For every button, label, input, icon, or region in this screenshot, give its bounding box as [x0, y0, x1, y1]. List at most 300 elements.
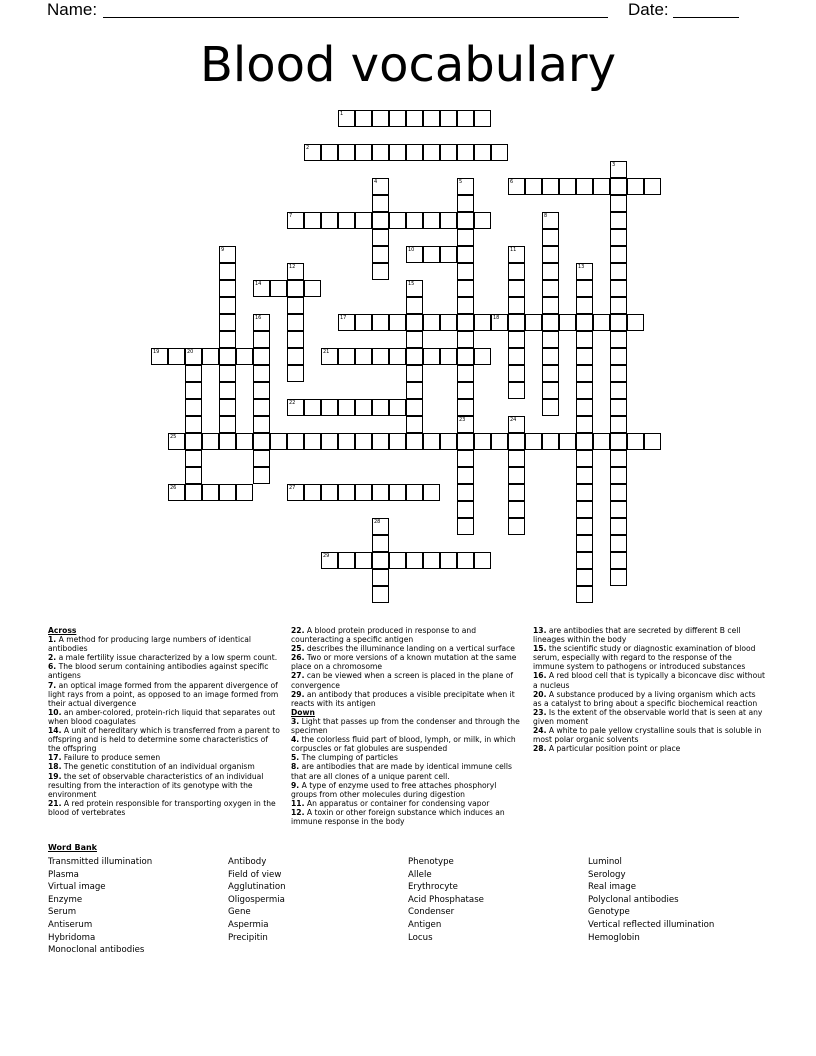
word-bank-item: Acid Phosphatase — [408, 894, 484, 905]
grid-cell[interactable] — [423, 348, 440, 365]
grid-cell[interactable] — [457, 484, 474, 501]
grid-cell[interactable] — [304, 399, 321, 416]
grid-cell[interactable] — [576, 280, 593, 297]
grid-cell[interactable] — [440, 110, 457, 127]
grid-cell[interactable] — [508, 178, 525, 195]
grid-cell[interactable] — [372, 348, 389, 365]
grid-cell[interactable] — [610, 195, 627, 212]
grid-cell[interactable] — [610, 365, 627, 382]
grid-cell[interactable] — [270, 433, 287, 450]
grid-cell[interactable] — [406, 246, 423, 263]
grid-cell[interactable] — [627, 314, 644, 331]
grid-cell[interactable] — [372, 314, 389, 331]
grid-cell[interactable] — [253, 314, 270, 331]
grid-cell[interactable] — [355, 484, 372, 501]
clue-text: An apparatus or container for condensing vapor — [306, 798, 490, 808]
grid-cell[interactable] — [372, 144, 389, 161]
grid-cell[interactable] — [219, 484, 236, 501]
grid-cell[interactable] — [508, 365, 525, 382]
grid-cell[interactable] — [457, 280, 474, 297]
grid-cell[interactable] — [355, 212, 372, 229]
grid-cell[interactable] — [406, 297, 423, 314]
grid-cell[interactable] — [559, 433, 576, 450]
grid-cell[interactable] — [440, 433, 457, 450]
grid-cell[interactable] — [338, 314, 355, 331]
grid-cell[interactable] — [610, 178, 627, 195]
grid-cell[interactable] — [457, 348, 474, 365]
grid-cell[interactable] — [423, 552, 440, 569]
grid-cell[interactable] — [491, 314, 508, 331]
grid-cell[interactable] — [236, 348, 253, 365]
grid-cell[interactable] — [253, 467, 270, 484]
grid-cell[interactable] — [610, 433, 627, 450]
grid-cell[interactable] — [457, 552, 474, 569]
clue-number: 18 — [493, 315, 500, 321]
clue-number: 3 — [612, 162, 616, 168]
word-bank-item: Plasma — [48, 869, 79, 880]
grid-cell[interactable] — [610, 569, 627, 586]
clue-number: 13 — [578, 264, 585, 270]
grid-cell[interactable] — [406, 382, 423, 399]
grid-cell[interactable] — [406, 552, 423, 569]
grid-cell[interactable] — [542, 280, 559, 297]
grid-cell[interactable] — [372, 229, 389, 246]
grid-cell[interactable] — [389, 212, 406, 229]
grid-cell[interactable] — [576, 348, 593, 365]
grid-cell[interactable] — [423, 314, 440, 331]
grid-cell[interactable] — [287, 297, 304, 314]
grid-cell[interactable] — [457, 365, 474, 382]
grid-cell[interactable] — [644, 433, 661, 450]
grid-cell[interactable] — [457, 229, 474, 246]
grid-cell[interactable] — [542, 348, 559, 365]
grid-cell[interactable] — [372, 569, 389, 586]
grid-cell[interactable] — [610, 535, 627, 552]
grid-cell[interactable] — [576, 586, 593, 603]
grid-cell[interactable] — [423, 212, 440, 229]
grid-cell[interactable] — [406, 433, 423, 450]
grid-cell[interactable] — [542, 212, 559, 229]
grid-cell[interactable] — [457, 433, 474, 450]
grid-cell[interactable] — [406, 399, 423, 416]
grid-cell[interactable] — [474, 348, 491, 365]
grid-cell[interactable] — [287, 433, 304, 450]
grid-cell[interactable] — [185, 399, 202, 416]
grid-cell[interactable] — [185, 382, 202, 399]
grid-cell[interactable] — [440, 144, 457, 161]
grid-cell[interactable] — [185, 365, 202, 382]
clue-number: 7 — [289, 213, 293, 219]
grid-cell[interactable] — [236, 433, 253, 450]
grid-cell[interactable] — [253, 399, 270, 416]
grid-cell[interactable] — [389, 110, 406, 127]
grid-cell[interactable] — [542, 331, 559, 348]
grid-cell[interactable] — [491, 144, 508, 161]
grid-cell[interactable] — [321, 212, 338, 229]
grid-cell[interactable] — [406, 484, 423, 501]
grid-cell[interactable] — [389, 144, 406, 161]
grid-cell[interactable] — [610, 382, 627, 399]
clue-text: A unit of hereditary which is transferred from a parent to offspring and is held to determine some characteristics of the offspring — [48, 726, 280, 754]
grid-cell[interactable] — [321, 348, 338, 365]
grid-cell[interactable] — [474, 433, 491, 450]
grid-cell[interactable] — [610, 399, 627, 416]
grid-cell[interactable] — [610, 450, 627, 467]
grid-cell[interactable] — [610, 416, 627, 433]
grid-cell[interactable] — [355, 552, 372, 569]
grid-cell[interactable] — [372, 552, 389, 569]
grid-cell[interactable] — [372, 178, 389, 195]
word-bank-item: Oligospermia — [228, 894, 285, 905]
grid-cell[interactable] — [457, 501, 474, 518]
grid-cell[interactable] — [576, 467, 593, 484]
grid-cell[interactable] — [457, 331, 474, 348]
grid-cell[interactable] — [508, 467, 525, 484]
grid-cell[interactable] — [372, 399, 389, 416]
grid-cell[interactable] — [338, 399, 355, 416]
clue-number: 8. — [291, 762, 300, 772]
grid-cell[interactable] — [610, 467, 627, 484]
grid-cell[interactable] — [610, 280, 627, 297]
grid-cell[interactable] — [457, 382, 474, 399]
grid-cell[interactable] — [644, 178, 661, 195]
grid-cell[interactable] — [219, 399, 236, 416]
grid-cell[interactable] — [593, 433, 610, 450]
clue-number: 20. — [533, 689, 547, 699]
grid-cell[interactable] — [457, 110, 474, 127]
grid-cell[interactable] — [253, 450, 270, 467]
grid-cell[interactable] — [406, 280, 423, 297]
grid-cell[interactable] — [508, 348, 525, 365]
grid-cell[interactable] — [406, 144, 423, 161]
grid-cell[interactable] — [406, 365, 423, 382]
grid-cell[interactable] — [219, 246, 236, 263]
grid-cell[interactable] — [423, 484, 440, 501]
grid-cell[interactable] — [219, 365, 236, 382]
grid-cell[interactable] — [287, 348, 304, 365]
grid-cell[interactable] — [372, 263, 389, 280]
clue-number: 8 — [544, 213, 548, 219]
grid-cell[interactable] — [525, 178, 542, 195]
grid-cell[interactable] — [508, 450, 525, 467]
grid-cell[interactable] — [287, 484, 304, 501]
grid-cell[interactable] — [457, 144, 474, 161]
grid-cell[interactable] — [219, 297, 236, 314]
grid-cell[interactable] — [372, 535, 389, 552]
word-bank-item: Condenser — [408, 907, 455, 918]
grid-cell[interactable] — [576, 416, 593, 433]
grid-cell[interactable] — [236, 484, 253, 501]
grid-cell[interactable] — [185, 348, 202, 365]
grid-cell[interactable] — [219, 348, 236, 365]
grid-cell[interactable] — [185, 484, 202, 501]
grid-cell[interactable] — [304, 144, 321, 161]
grid-cell[interactable] — [474, 552, 491, 569]
grid-cell[interactable] — [287, 263, 304, 280]
grid-cell[interactable] — [457, 297, 474, 314]
clue-text: Two or more versions of a known mutation at the same place on a chromosome — [291, 653, 517, 672]
grid-cell[interactable] — [508, 246, 525, 263]
clue-number: 19. — [48, 771, 62, 781]
grid-cell[interactable] — [355, 110, 372, 127]
grid-cell[interactable] — [576, 433, 593, 450]
grid-cell[interactable] — [287, 314, 304, 331]
grid-cell[interactable] — [457, 195, 474, 212]
grid-cell[interactable] — [559, 178, 576, 195]
grid-cell[interactable] — [338, 348, 355, 365]
grid-cell[interactable] — [491, 433, 508, 450]
grid-cell[interactable] — [542, 246, 559, 263]
grid-cell[interactable] — [287, 365, 304, 382]
grid-cell[interactable] — [508, 501, 525, 518]
grid-cell[interactable] — [525, 314, 542, 331]
grid-cell[interactable] — [253, 280, 270, 297]
grid-cell[interactable] — [185, 433, 202, 450]
grid-cell[interactable] — [185, 467, 202, 484]
grid-cell[interactable] — [389, 433, 406, 450]
grid-cell[interactable] — [508, 382, 525, 399]
grid-cell[interactable] — [253, 348, 270, 365]
grid-cell[interactable] — [508, 314, 525, 331]
grid-cell[interactable] — [185, 450, 202, 467]
clue-number: 29. — [291, 689, 305, 699]
word-bank-item: Antibody — [228, 857, 267, 867]
grid-cell[interactable] — [457, 178, 474, 195]
grid-cell[interactable] — [610, 229, 627, 246]
grid-cell[interactable] — [338, 484, 355, 501]
grid-cell[interactable] — [440, 314, 457, 331]
grid-cell[interactable] — [270, 280, 287, 297]
grid-cell[interactable] — [542, 382, 559, 399]
grid-cell[interactable] — [338, 433, 355, 450]
grid-cell[interactable] — [321, 144, 338, 161]
name-label: Name: — [47, 0, 98, 19]
grid-cell[interactable] — [372, 484, 389, 501]
grid-cell[interactable] — [406, 314, 423, 331]
grid-cell[interactable] — [389, 348, 406, 365]
grid-cell[interactable] — [202, 348, 219, 365]
grid-cell[interactable] — [576, 450, 593, 467]
grid-cell[interactable] — [576, 484, 593, 501]
grid-cell[interactable] — [423, 433, 440, 450]
grid-cell[interactable] — [423, 110, 440, 127]
grid-cell[interactable] — [542, 433, 559, 450]
grid-cell[interactable] — [355, 348, 372, 365]
grid-cell[interactable] — [321, 484, 338, 501]
grid-cell[interactable] — [542, 399, 559, 416]
grid-cell[interactable] — [508, 433, 525, 450]
grid-cell[interactable] — [321, 433, 338, 450]
grid-cell[interactable] — [406, 416, 423, 433]
grid-cell[interactable] — [542, 297, 559, 314]
grid-cell[interactable] — [287, 212, 304, 229]
grid-cell[interactable] — [321, 552, 338, 569]
grid-cell[interactable] — [355, 399, 372, 416]
grid-cell[interactable] — [542, 229, 559, 246]
grid-cell[interactable] — [338, 212, 355, 229]
grid-cell[interactable] — [576, 552, 593, 569]
grid-cell[interactable] — [304, 212, 321, 229]
grid-cell[interactable] — [542, 365, 559, 382]
grid-cell[interactable] — [440, 246, 457, 263]
grid-cell[interactable] — [610, 501, 627, 518]
grid-cell[interactable] — [457, 212, 474, 229]
grid-cell[interactable] — [508, 331, 525, 348]
grid-cell[interactable] — [576, 297, 593, 314]
grid-cell[interactable] — [219, 263, 236, 280]
grid-cell[interactable] — [525, 433, 542, 450]
grid-cell[interactable] — [508, 416, 525, 433]
grid-cell[interactable] — [372, 212, 389, 229]
grid-cell[interactable] — [338, 144, 355, 161]
grid-cell[interactable] — [627, 178, 644, 195]
grid-cell[interactable] — [372, 518, 389, 535]
grid-cell[interactable] — [610, 212, 627, 229]
grid-cell[interactable] — [185, 416, 202, 433]
grid-cell[interactable] — [576, 263, 593, 280]
grid-cell[interactable] — [389, 484, 406, 501]
grid-cell[interactable] — [576, 365, 593, 382]
grid-cell[interactable] — [576, 518, 593, 535]
grid-cell[interactable] — [372, 195, 389, 212]
grid-cell[interactable] — [542, 178, 559, 195]
grid-cell[interactable] — [440, 212, 457, 229]
grid-cell[interactable] — [219, 314, 236, 331]
grid-cell[interactable] — [576, 399, 593, 416]
grid-cell[interactable] — [287, 399, 304, 416]
grid-cell[interactable] — [610, 161, 627, 178]
grid-cell[interactable] — [304, 433, 321, 450]
clue-text: A white to pale yellow crystalline souls that is soluble in most polar organic solvents — [533, 726, 762, 745]
grid-cell[interactable] — [219, 280, 236, 297]
grid-cell[interactable] — [610, 348, 627, 365]
grid-cell[interactable] — [202, 484, 219, 501]
grid-cell[interactable] — [474, 144, 491, 161]
grid-cell[interactable] — [457, 314, 474, 331]
grid-cell[interactable] — [508, 518, 525, 535]
grid-cell[interactable] — [168, 348, 185, 365]
clue-text: A substance produced by a living organism which acts as a catalyst to bring about a specific biochemical reaction — [533, 689, 758, 708]
grid-cell[interactable] — [372, 110, 389, 127]
grid-cell[interactable] — [406, 348, 423, 365]
grid-cell[interactable] — [559, 314, 576, 331]
grid-cell[interactable] — [287, 331, 304, 348]
grid-cell[interactable] — [576, 382, 593, 399]
grid-cell[interactable] — [474, 110, 491, 127]
grid-cell[interactable] — [457, 399, 474, 416]
grid-cell[interactable] — [219, 433, 236, 450]
grid-cell[interactable] — [610, 518, 627, 535]
grid-cell[interactable] — [610, 552, 627, 569]
grid-cell[interactable] — [253, 331, 270, 348]
grid-cell[interactable] — [389, 552, 406, 569]
grid-cell[interactable] — [542, 263, 559, 280]
grid-cell[interactable] — [508, 297, 525, 314]
grid-cell[interactable] — [576, 314, 593, 331]
clue-number: 29 — [323, 553, 330, 559]
grid-cell[interactable] — [457, 518, 474, 535]
clue-text: an amber-colored, protein-rich liquid that separates out when blood coagulates — [48, 707, 276, 726]
grid-cell[interactable] — [457, 416, 474, 433]
clue-number: 12 — [289, 264, 296, 270]
grid-cell[interactable] — [474, 314, 491, 331]
grid-cell[interactable] — [151, 348, 168, 365]
grid-cell[interactable] — [457, 450, 474, 467]
grid-cell[interactable] — [508, 280, 525, 297]
grid-cell[interactable] — [576, 569, 593, 586]
grid-cell[interactable] — [219, 331, 236, 348]
grid-cell[interactable] — [576, 331, 593, 348]
grid-cell[interactable] — [576, 535, 593, 552]
grid-cell[interactable] — [627, 433, 644, 450]
grid-cell[interactable] — [406, 212, 423, 229]
grid-cell[interactable] — [610, 263, 627, 280]
grid-cell[interactable] — [542, 314, 559, 331]
grid-cell[interactable] — [457, 263, 474, 280]
grid-cell[interactable] — [508, 263, 525, 280]
grid-cell[interactable] — [253, 382, 270, 399]
grid-cell[interactable] — [372, 586, 389, 603]
grid-cell[interactable] — [321, 399, 338, 416]
grid-cell[interactable] — [304, 280, 321, 297]
grid-cell[interactable] — [576, 501, 593, 518]
grid-cell[interactable] — [610, 246, 627, 263]
grid-cell[interactable] — [219, 416, 236, 433]
grid-cell[interactable] — [389, 399, 406, 416]
grid-cell[interactable] — [610, 484, 627, 501]
grid-cell[interactable] — [423, 246, 440, 263]
grid-cell[interactable] — [423, 144, 440, 161]
grid-cell[interactable] — [610, 314, 627, 331]
grid-cell[interactable] — [593, 314, 610, 331]
grid-cell[interactable] — [338, 110, 355, 127]
grid-cell[interactable] — [219, 382, 236, 399]
grid-cell[interactable] — [406, 110, 423, 127]
grid-cell[interactable] — [253, 365, 270, 382]
grid-cell[interactable] — [287, 280, 304, 297]
grid-cell[interactable] — [355, 314, 372, 331]
grid-cell[interactable] — [406, 331, 423, 348]
grid-cell[interactable] — [168, 484, 185, 501]
down-clue — [291, 781, 523, 799]
clue-text: the scientific study or diagnostic examination of blood serum, especially with regard to the response of the immune system to pathogens or introduced substances — [533, 644, 756, 672]
grid-cell[interactable] — [508, 484, 525, 501]
grid-cell[interactable] — [440, 552, 457, 569]
grid-cell[interactable] — [610, 331, 627, 348]
grid-cell[interactable] — [457, 246, 474, 263]
grid-cell[interactable] — [474, 212, 491, 229]
grid-cell[interactable] — [440, 348, 457, 365]
clues-column-2 — [291, 626, 523, 826]
grid-cell[interactable] — [304, 484, 321, 501]
clue-text: A red blood cell that is typically a biconcave disc without a nucleus — [533, 671, 766, 690]
grid-cell[interactable] — [253, 416, 270, 433]
grid-cell[interactable] — [168, 433, 185, 450]
grid-cell[interactable] — [610, 297, 627, 314]
grid-cell[interactable] — [372, 246, 389, 263]
grid-cell[interactable] — [576, 178, 593, 195]
grid-cell[interactable] — [338, 552, 355, 569]
grid-cell[interactable] — [457, 467, 474, 484]
grid-cell[interactable] — [202, 433, 219, 450]
grid-cell[interactable] — [389, 314, 406, 331]
clue-number: 11. — [291, 798, 305, 808]
grid-cell[interactable] — [372, 433, 389, 450]
grid-cell[interactable] — [593, 178, 610, 195]
grid-cell[interactable] — [355, 144, 372, 161]
grid-cell[interactable] — [253, 433, 270, 450]
grid-cell[interactable] — [355, 433, 372, 450]
